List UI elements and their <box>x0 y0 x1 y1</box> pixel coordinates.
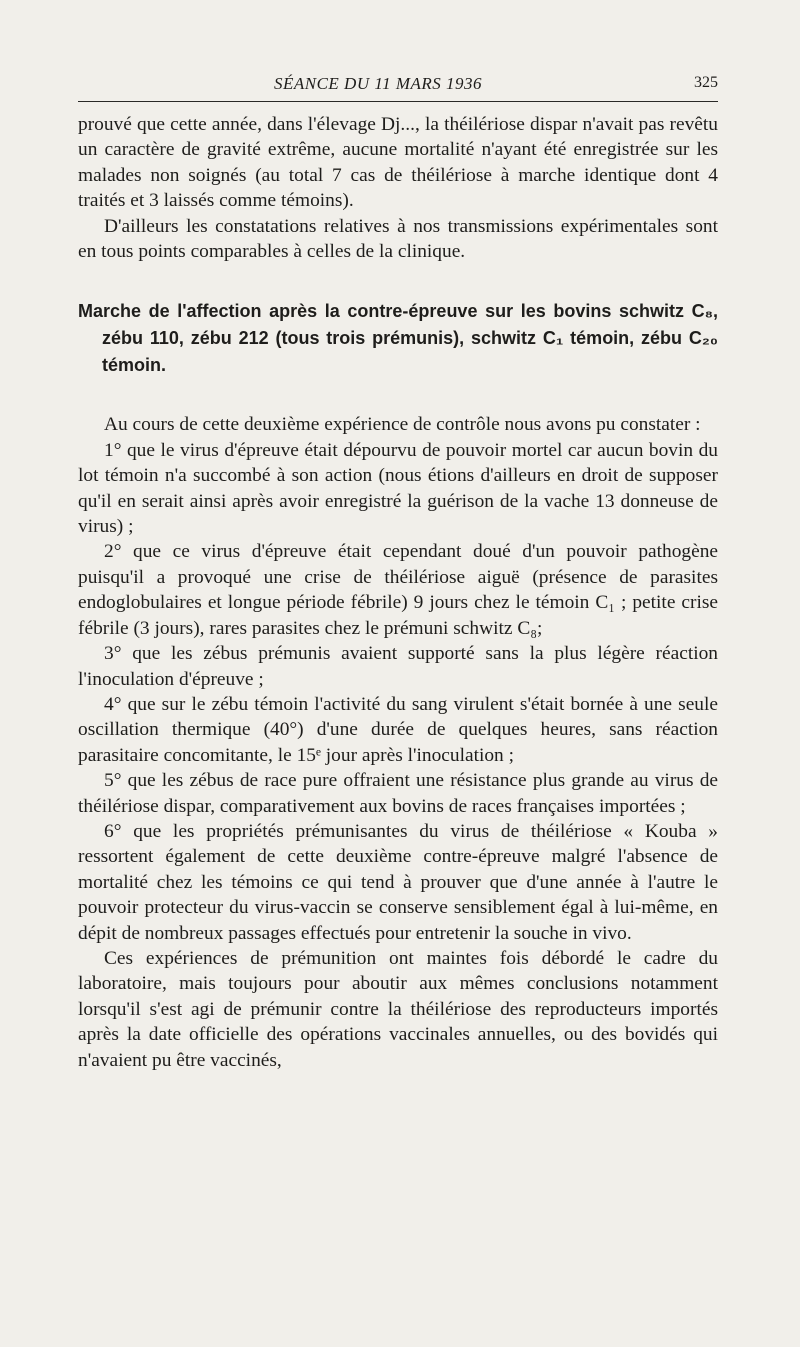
running-title: SÉANCE DU 11 MARS 1936 <box>273 74 483 93</box>
paragraph: Ces expériences de prémunition ont maintes fois débordé le cadre du laboratoire, mais toujours pour aboutir aux mêmes conclusions notamment lorsqu'il s'est agi de prémunir contre la théilériose des reproducteurs importés après la date officielle des opérations vaccinales annuelles, ou des bovidés qui n'avaient pu être vaccinés, <box>78 947 718 1071</box>
paragraph: Au cours de cette deuxième expérience de contrôle nous avons pu constater : <box>104 414 701 436</box>
running-head <box>78 74 718 98</box>
list-item: 2° que ce virus d'épreuve était cependant doué d'un pouvoir pathogène puisqu'il a provoqué une crise de théilériose aiguë (présence de parasites endoglobulaires et longue période fébrile) 9 jours chez le témoin C₁ ; petite crise fébrile (3 jours), rares parasites chez le prémuni schwitz C₈; <box>78 541 718 639</box>
list-item: 6° que les propriétés prémunisantes du virus de théilériose « Kouba » ressortent également de cette deuxième contre-épreuve malgré l'absence de mortalité chez les témoins ce qui tend à prouver que d'une année à l'autre le pouvoir protecteur du virus-vaccin se conserve sensiblement égal à lui-même, en dépit de nombreux passages effectués pour entretenir la souche in vivo. <box>78 820 718 944</box>
body-text <box>78 112 718 1073</box>
paragraph: D'ailleurs les constatations relatives à nos transmissions expérimentales sont en tous points comparables à celles de la clinique. <box>78 215 718 263</box>
list-item: 1° que le virus d'épreuve était dépourvu de pouvoir mortel car aucun bovin du lot témoin n'a succombé à son action (nous étions d'ailleurs en droit de supposer qu'il en serait ainsi après avoir enregistré la guérison de la vache 13 donneuse de virus) ; <box>78 439 718 538</box>
section-heading: Marche de l'affection après la contre-épreuve sur les bovins schwitz C₈, zébu 110, zébu 212 (tous trois prémunis), schwitz C₁ témoin, zébu C₂₀ témoin. <box>78 301 718 376</box>
header-rule <box>78 101 718 102</box>
paragraph-continued: prouvé que cette année, dans l'élevage Dj..., la théilériose dispar n'avait pas revêtu un caractère de gravité extrême, aucune mortalité n'ayant été enregistrée sur les malades non soignés (au total 7 cas de théilériose à marche identique dont 4 traités et 3 laissés comme témoins). <box>78 114 718 212</box>
list-item: 5° que les zébus de race pure offraient une résistance plus grande au virus de théilériose dispar, comparativement aux bovins de races françaises importées ; <box>78 770 718 817</box>
list-item: 4° que sur le zébu témoin l'activité du sang virulent s'était bornée à une seule oscillation thermique (40°) d'une durée de quelques heures, sans réaction parasitaire concomitante, le 15ᵉ jour après l'inoculation ; <box>78 693 718 766</box>
list-item: 3° que les zébus prémunis avaient supporté sans la plus légère réaction l'inoculation d'épreuve ; <box>78 643 718 690</box>
page-number: 325 <box>694 74 718 91</box>
